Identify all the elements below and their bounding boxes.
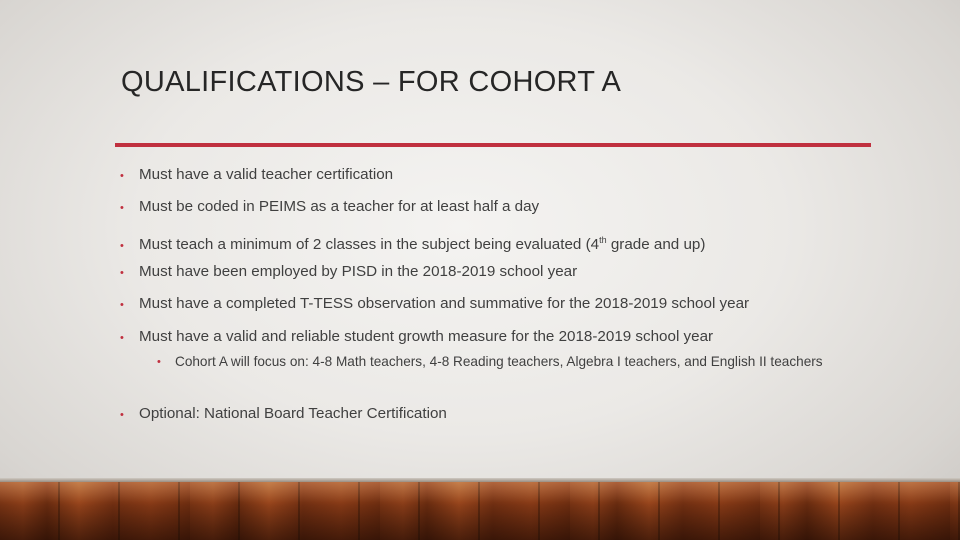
bullet-text: Must have a valid and reliable student growth measure for the 2018-2019 school year xyxy=(139,328,714,345)
bullet-icon: • xyxy=(120,299,124,311)
bullet-text: Optional: National Board Teacher Certification xyxy=(139,405,447,422)
bullet-icon: • xyxy=(120,267,124,279)
bullet-item xyxy=(120,291,860,318)
bullet-icon: • xyxy=(120,409,124,421)
bullet-item xyxy=(120,194,860,221)
sub-bullet-icon: • xyxy=(157,356,161,368)
superscript-text: th xyxy=(599,235,607,245)
title-divider xyxy=(115,143,871,147)
bullet-icon: • xyxy=(120,240,124,253)
bullet-item xyxy=(120,324,860,351)
floor-shading xyxy=(0,482,960,540)
bullet-text: Must teach a minimum of 2 classes in the subject being evaluated (4 xyxy=(139,236,600,254)
bullet-item xyxy=(120,259,860,286)
bullet-icon: • xyxy=(120,170,124,182)
bullet-icon: • xyxy=(120,332,124,344)
bullet-item xyxy=(120,162,860,189)
bullet-text: Must have a completed T-TESS observation and summative for the 2018-2019 school year xyxy=(139,295,750,312)
bullet-text: Must have been employed by PISD in the 2018-2019 school year xyxy=(139,263,578,280)
bullet-icon: • xyxy=(120,202,124,214)
bullet-text: Must be coded in PEIMS as a teacher for at least half a day xyxy=(139,198,540,215)
bullet-text: Must have a valid teacher certification xyxy=(139,166,394,183)
bullet-text: grade and up) xyxy=(606,236,706,254)
sub-bullet-text: Cohort A will focus on: 4-8 Math teachers, 4-8 Reading teachers, Algebra I teachers, and English II teachers xyxy=(175,354,823,369)
slide-title: QUALIFICATIONS – FOR COHORT A xyxy=(121,66,622,98)
bullet-item xyxy=(120,401,860,428)
bullet-item xyxy=(120,227,860,259)
sub-bullet-item xyxy=(157,352,837,372)
